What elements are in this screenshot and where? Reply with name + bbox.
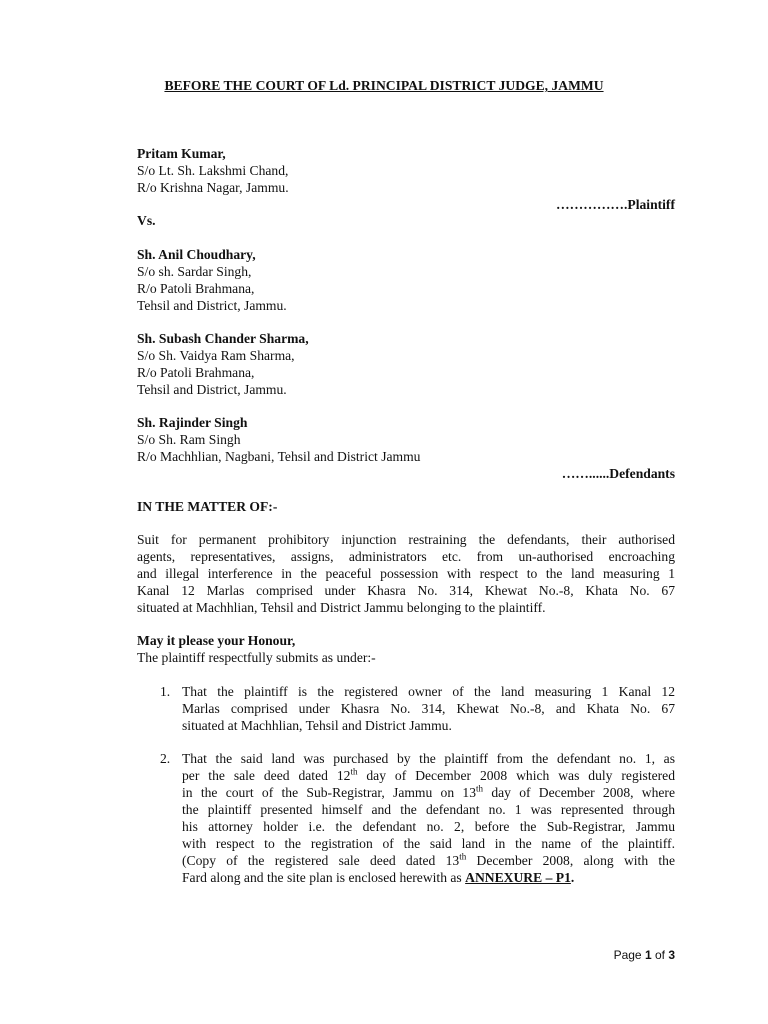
- defendant-line: Tehsil and District, Jammu.: [137, 298, 287, 313]
- defendant-line: R/o Machhlian, Nagbani, Tehsil and District Jammu: [137, 449, 421, 464]
- paragraph-line: Marlas comprised under Khasra No. 314, Khewat No.-8, and Khata No. 67: [182, 701, 675, 716]
- defendant-name: Sh. Rajinder Singh: [137, 415, 248, 430]
- paragraph-line: per the sale deed dated 12th day of December 2008 which was duly registered: [182, 766, 675, 783]
- court-heading: BEFORE THE COURT OF Ld. PRINCIPAL DISTRICT JUDGE, JAMMU: [164, 78, 604, 93]
- honour-block: [137, 632, 675, 666]
- matter-heading: IN THE MATTER OF:-: [137, 499, 278, 514]
- paragraph-line: the plaintiff presented himself and the defendant no. 1 was represented through: [182, 802, 675, 817]
- defendant-line: S/o Sh. Vaidya Ram Sharma,: [137, 348, 295, 363]
- paragraph-line: Fard along and the site plan is enclosed herewith as ANNEXURE – P1.: [182, 870, 575, 885]
- item-number: 1.: [160, 684, 171, 699]
- plaintiff-block: [137, 145, 675, 196]
- paragraph-line: agents, representatives, assigns, administrators etc. from un-authorised encroaching: [137, 549, 675, 564]
- plaintiff-line: S/o Lt. Sh. Lakshmi Chand,: [137, 163, 289, 178]
- paragraph-line: That the plaintiff is the registered owner of the land measuring 1 Kanal 12: [182, 684, 675, 699]
- item-number: 2.: [160, 751, 171, 766]
- paragraph-line: his attorney holder i.e. the defendant no. 2, before the Sub-Registrar, Jammu: [182, 819, 675, 834]
- list-item: [160, 683, 675, 734]
- defendant-block: [137, 246, 675, 314]
- versus-label: Vs.: [137, 213, 156, 228]
- defendant-line: Tehsil and District, Jammu.: [137, 382, 287, 397]
- plaintiff-line: R/o Krishna Nagar, Jammu.: [137, 180, 289, 195]
- defendant-block: [137, 414, 675, 465]
- paragraph-line: and illegal interference in the peaceful possession with respect to the land measuring 1: [137, 566, 675, 581]
- paragraph-line: situated at Machhlian, Tehsil and District Jammu.: [182, 718, 452, 733]
- paragraph-line: with respect to the registration of the said land in the name of the plaintiff.: [182, 836, 675, 851]
- page-number: Page 1 of 3: [613, 948, 675, 962]
- paragraph-line: in the court of the Sub-Registrar, Jammu on 13th day of December 2008, where: [182, 783, 675, 800]
- defendant-line: R/o Patoli Brahmana,: [137, 365, 255, 380]
- honour-line: May it please your Honour,: [137, 633, 296, 648]
- paragraph-line: situated at Machhlian, Tehsil and District Jammu belonging to the plaintiff.: [137, 600, 546, 615]
- defendant-name: Sh. Anil Choudhary,: [137, 247, 256, 262]
- defendant-block: [137, 330, 675, 398]
- defendant-line: S/o sh. Sardar Singh,: [137, 264, 252, 279]
- defendants-role: ……......Defendants: [561, 466, 675, 481]
- annexure-reference: ANNEXURE – P1: [465, 870, 571, 885]
- defendant-line: S/o Sh. Ram Singh: [137, 432, 241, 447]
- paragraph-line: (Copy of the registered sale deed dated 13th December 2008, along with the: [182, 851, 676, 868]
- plaintiff-name: Pritam Kumar,: [137, 146, 226, 161]
- paragraph-line: Kanal 12 Marlas comprised under Khasra No. 314, Khewat No.-8, Khata No. 67: [137, 583, 675, 598]
- paragraph-line: Suit for permanent prohibitory injunction restraining the defendants, their authorised: [137, 532, 675, 547]
- paragraph-line: That the said land was purchased by the plaintiff from the defendant no. 1, as: [182, 751, 675, 766]
- matter-paragraph: [137, 531, 675, 616]
- defendant-name: Sh. Subash Chander Sharma,: [137, 331, 309, 346]
- list-item: [160, 750, 675, 886]
- submits-line: The plaintiff respectfully submits as under:-: [137, 650, 376, 665]
- plaintiff-role: …………….Plaintiff: [556, 197, 675, 212]
- defendant-line: R/o Patoli Brahmana,: [137, 281, 255, 296]
